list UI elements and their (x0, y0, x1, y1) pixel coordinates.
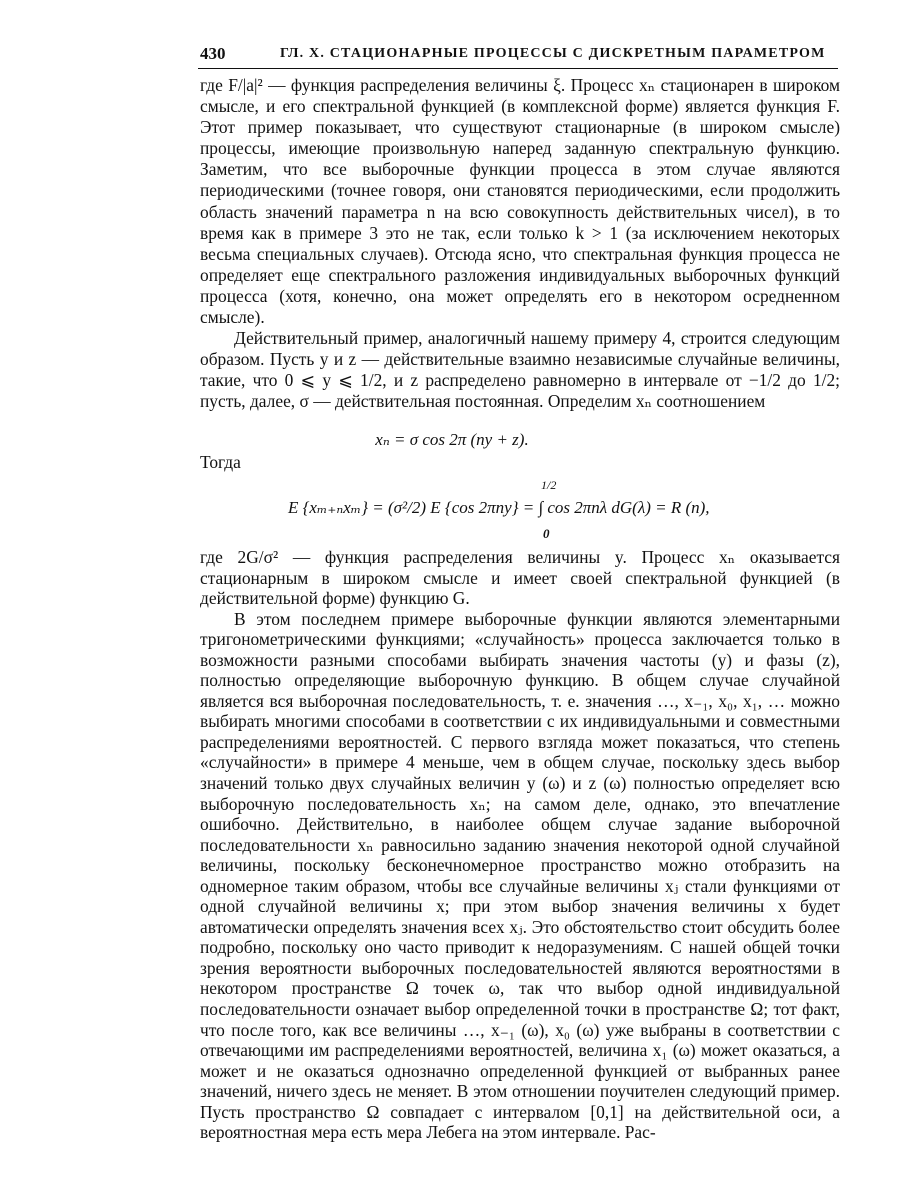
paragraph-4: В этом последнем примере выборочные функции являются элементарными тригонометрическими функциями; «случайность» процесса заключается только в возможности разными способами выбирать значения частоты (y) и фазы (z), полностью определяющие выборочную функцию. В общем случае случайной является вся выборочная последовательность, т. е. значения …, x₋₁, x₀, x₁, … можно выбирать многими способами в соответствии с их индивидуальными и совместными распределениями вероятностей. С первого взгляда может показаться, что степень «случайности» в примере 4 меньше, чем в общем случае, поскольку здесь выбор значений только двух случайных величин y (ω) и z (ω) полностью определяет всю выборочную последовательность xₙ; на самом деле, однако, это впечатление ошибочно. Действительно, в наиболее общем случае задание выборочной последовательности xₙ равносильно заданию значения некоторой одной случайной величины, поскольку бесконечномерное пространство можно отобразить на одномерное таким образом, чтобы все случайные величины xⱼ стали функциями от одной случайной величины x; при этом выбор значения величины x будет автоматически определять значения всех xⱼ. Это обстоятельство стоит обсудить более подробно, поскольку оно часто приводит к недоразумениям. С нашей общей точки зрения вероятности выборочных последовательностей являются вероятностями в некотором пространстве Ω точек ω, так что выбор одной индивидуальной последовательности означает выбор определенной точки в пространстве Ω; тот факт, что после того, как все величины …, x₋₁ (ω), x₀ (ω) уже выбраны в соответствии с отвечающими им распределениями вероятностей, величина x₁ (ω) может оказаться, а может и не оказаться однозначно определенной функцией от выбранных ранее значений, ничего здесь не меняет. В этом отношении поучителен следующий пример. Пусть пространство Ω совпадает с интервалом [0,1] на действительной оси, а вероятностная мера есть мера Лебега на этом интервале. Рас- (200, 608, 840, 1143)
paragraph-2: Действительный пример, аналогичный нашему примеру 4, строится следующим образом. Пусть y и z — действительные взаимно независимые случайные величины, такие, что 0 ⩽ y ⩽ 1/2, и z распределено равномерно в интервале от −1/2 до 1/2; пусть, далее, σ — действительная постоянная. Определим xₙ соотношением (200, 328, 840, 412)
integral-upper-limit: 1/2 (541, 478, 557, 492)
paragraph-1: где F/|a|² — функция распределения величины ξ. Процесс xₙ стационарен в широком смысле, и его спектральной функцией (в комплексной форме) является функция F. Этот пример показывает, что существуют стационарные (в широком смысле) процессы, имеющие произвольную наперед заданную спектральную функцию. Заметим, что все выборочные функции процесса в этом случае являются периодическими (точнее говоря, они становятся периодическими, если продолжить область значений параметра n на всю совокупность действительных чисел), в то время как в примере 3 это не так, если только k > 1 (за исключением некоторых весьма специальных случаев). Отсюда ясно, что спектральная функция процесса не определяет еще спектрального разложения индивидуальных выборочных функций процесса (хотя, конечно, она может определять его в некотором осредненном смысле). (200, 75, 840, 328)
text-block-top (200, 75, 840, 413)
paragraph-3: где 2G/σ² — функция распределения величины y. Процесс xₙ оказывается стационарным в широком смысле и имеет своей спектральной функцией (в действительной форме) функцию G. (200, 547, 840, 609)
covariance-expression: E {xₘ₊ₙxₘ} = (σ²/2) E {cos 2πny} = ∫ cos 2πnλ dG(λ) = R (n), (288, 498, 710, 517)
formula-covariance (288, 478, 848, 544)
page-header (198, 44, 838, 69)
formula-xn: xₙ = σ cos 2π (ny + z). (375, 430, 529, 449)
running-title: ГЛ. X. СТАЦИОНАРНЫЕ ПРОЦЕССЫ С ДИСКРЕТНЫМ ПАРАМЕТРОМ (280, 46, 826, 61)
integral-lower-limit: 0 (543, 526, 550, 541)
text-block-bottom (200, 547, 840, 1143)
togda-word: Тогда (200, 452, 241, 472)
page-number: 430 (200, 44, 226, 63)
